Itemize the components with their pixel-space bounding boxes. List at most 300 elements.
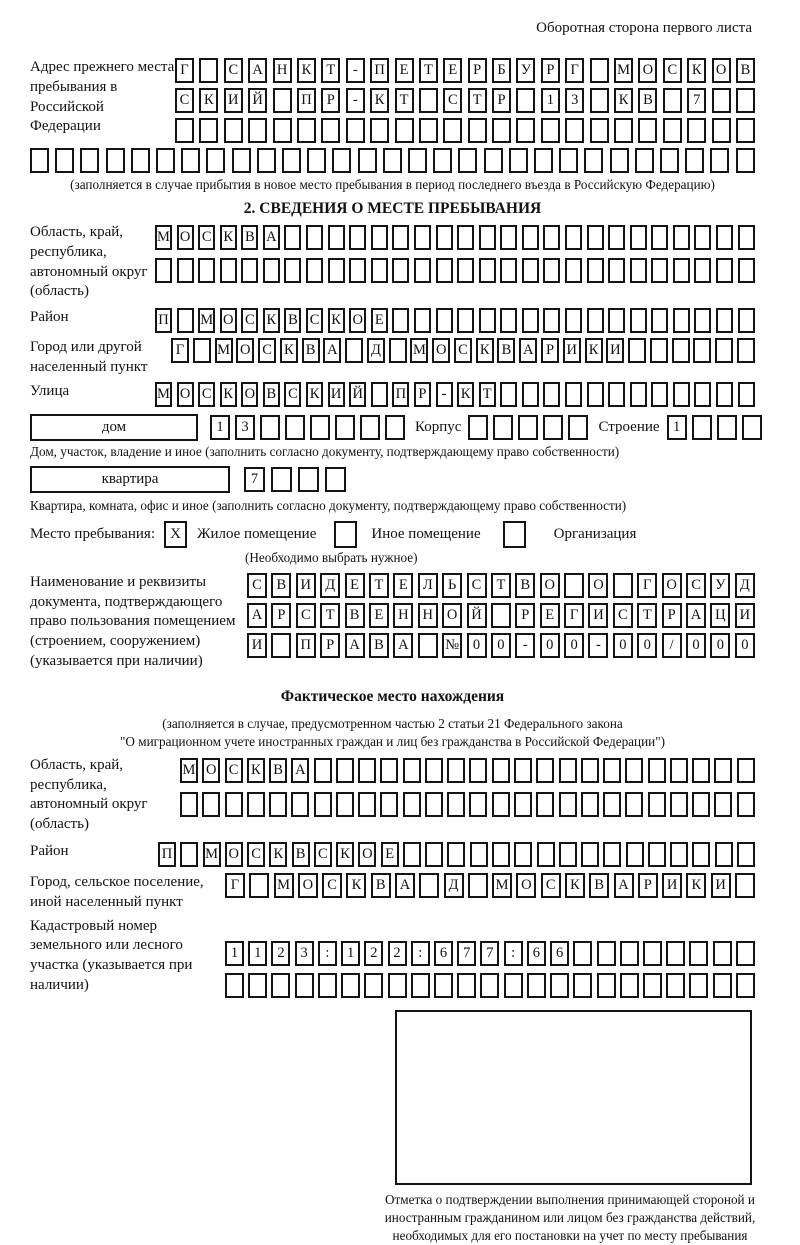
char-box[interactable]: № [442,633,462,658]
char-box[interactable] [419,118,438,143]
char-box[interactable] [559,148,578,173]
char-box[interactable]: С [454,338,472,363]
char-box[interactable] [336,758,354,783]
char-box[interactable]: Р [468,58,487,83]
char-box[interactable] [608,258,625,283]
char-box[interactable] [263,258,280,283]
char-box[interactable] [383,148,402,173]
char-box[interactable] [738,308,755,333]
char-box[interactable] [522,258,539,283]
char-box[interactable] [500,382,517,407]
char-box[interactable]: М [492,873,512,898]
char-box[interactable]: К [585,338,603,363]
char-box[interactable] [736,88,755,113]
char-box[interactable] [436,225,453,250]
char-box[interactable] [328,225,345,250]
char-box[interactable] [692,842,710,867]
char-box[interactable] [630,258,647,283]
stay-checkbox-inoe[interactable] [334,521,357,548]
char-box[interactable] [564,573,584,598]
char-box[interactable] [249,873,269,898]
char-box[interactable] [418,633,438,658]
char-box[interactable]: К [346,873,366,898]
char-box[interactable] [537,842,555,867]
char-box[interactable]: 0 [564,633,584,658]
char-box[interactable] [550,973,569,998]
char-box[interactable]: В [271,573,291,598]
char-box[interactable] [568,415,588,440]
char-box[interactable] [500,308,517,333]
char-box[interactable]: К [370,88,389,113]
char-box[interactable]: Т [419,58,438,83]
char-box[interactable] [336,792,354,817]
char-box[interactable] [643,941,662,966]
char-box[interactable] [392,308,409,333]
char-box[interactable] [224,118,243,143]
char-box[interactable]: Р [662,603,682,628]
char-box[interactable]: С [198,382,215,407]
char-box[interactable] [492,792,510,817]
char-box[interactable]: И [224,88,243,113]
char-box[interactable] [447,842,465,867]
char-box[interactable] [742,415,762,440]
char-box[interactable] [335,415,355,440]
char-box[interactable] [716,225,733,250]
char-box[interactable]: С [258,338,276,363]
char-box[interactable]: С [225,758,243,783]
char-box[interactable] [689,973,708,998]
char-box[interactable] [321,118,340,143]
char-box[interactable] [736,118,755,143]
char-box[interactable] [692,415,712,440]
char-box[interactable] [670,758,688,783]
char-box[interactable] [457,258,474,283]
char-box[interactable]: К [614,88,633,113]
char-box[interactable] [370,118,389,143]
stay-checkbox-org[interactable] [503,521,526,548]
char-box[interactable] [717,415,737,440]
char-box[interactable] [419,873,439,898]
char-box[interactable] [565,225,582,250]
char-box[interactable]: А [393,633,413,658]
char-box[interactable]: Н [418,603,438,628]
char-box[interactable] [716,258,733,283]
char-box[interactable] [414,308,431,333]
char-box[interactable]: Й [467,603,487,628]
char-box[interactable]: М [155,382,172,407]
char-box[interactable]: К [686,873,706,898]
char-box[interactable] [180,842,198,867]
char-box[interactable] [385,415,405,440]
char-box[interactable] [297,118,316,143]
char-box[interactable] [468,118,487,143]
char-box[interactable] [500,225,517,250]
char-box[interactable]: К [247,758,265,783]
char-box[interactable]: 0 [540,633,560,658]
char-box[interactable] [285,415,305,440]
char-box[interactable]: О [225,842,243,867]
char-box[interactable]: Т [395,88,414,113]
char-box[interactable]: И [711,873,731,898]
house-type-box[interactable]: дом [30,414,198,441]
char-box[interactable] [522,308,539,333]
char-box[interactable] [155,258,172,283]
char-box[interactable] [389,338,407,363]
char-box[interactable]: - [346,88,365,113]
char-box[interactable]: К [297,58,316,83]
char-box[interactable]: К [336,842,354,867]
char-box[interactable]: С [663,58,682,83]
char-box[interactable]: А [291,758,309,783]
char-box[interactable]: А [686,603,706,628]
char-box[interactable] [479,258,496,283]
char-box[interactable]: О [540,573,560,598]
char-box[interactable]: С [686,573,706,598]
char-box[interactable]: П [155,308,172,333]
stay-checkbox-zhiloe[interactable]: X [164,521,187,548]
char-box[interactable]: В [263,382,280,407]
char-box[interactable] [419,88,438,113]
char-box[interactable]: У [710,573,730,598]
char-box[interactable]: О [358,842,376,867]
char-box[interactable] [181,148,200,173]
char-box[interactable]: Ц [710,603,730,628]
char-box[interactable] [436,308,453,333]
char-box[interactable] [687,118,706,143]
char-box[interactable] [694,382,711,407]
char-box[interactable] [587,382,604,407]
char-box[interactable] [414,225,431,250]
char-box[interactable]: О [349,308,366,333]
char-box[interactable]: С [296,603,316,628]
char-box[interactable]: : [504,941,523,966]
char-box[interactable]: К [687,58,706,83]
char-box[interactable]: А [263,225,280,250]
char-box[interactable] [414,258,431,283]
char-box[interactable]: 1 [210,415,230,440]
char-box[interactable] [666,973,685,998]
char-box[interactable] [458,148,477,173]
char-box[interactable] [692,792,710,817]
char-box[interactable] [225,792,243,817]
char-box[interactable]: Г [171,338,189,363]
char-box[interactable]: С [613,603,633,628]
char-box[interactable]: Н [393,603,413,628]
char-box[interactable] [199,58,218,83]
char-box[interactable] [710,148,729,173]
char-box[interactable] [380,792,398,817]
char-box[interactable] [306,258,323,283]
char-box[interactable] [736,148,755,173]
char-box[interactable]: 0 [613,633,633,658]
char-box[interactable]: О [712,58,731,83]
char-box[interactable]: Т [637,603,657,628]
char-box[interactable] [536,758,554,783]
char-box[interactable] [735,873,755,898]
char-box[interactable] [425,842,443,867]
char-box[interactable]: И [328,382,345,407]
char-box[interactable] [175,118,194,143]
char-box[interactable] [325,467,346,492]
char-box[interactable]: И [296,573,316,598]
char-box[interactable] [271,633,291,658]
char-box[interactable] [248,118,267,143]
char-box[interactable]: - [515,633,535,658]
char-box[interactable]: Е [393,573,413,598]
char-box[interactable] [269,792,287,817]
char-box[interactable] [346,118,365,143]
char-box[interactable]: Р [414,382,431,407]
char-box[interactable] [55,148,74,173]
char-box[interactable]: В [589,873,609,898]
char-box[interactable] [648,758,666,783]
char-box[interactable]: 7 [687,88,706,113]
char-box[interactable] [737,792,755,817]
char-box[interactable] [613,573,633,598]
char-box[interactable] [522,225,539,250]
char-box[interactable]: Ь [442,573,462,598]
char-box[interactable] [559,792,577,817]
char-box[interactable]: С [247,573,267,598]
char-box[interactable]: В [302,338,320,363]
char-box[interactable] [630,225,647,250]
char-box[interactable] [694,225,711,250]
char-box[interactable] [620,941,639,966]
char-box[interactable]: 6 [434,941,453,966]
char-box[interactable] [360,415,380,440]
char-box[interactable] [648,792,666,817]
char-box[interactable] [666,941,685,966]
char-box[interactable] [543,308,560,333]
char-box[interactable] [587,308,604,333]
char-box[interactable] [626,842,644,867]
char-box[interactable]: О [298,873,318,898]
char-box[interactable] [298,467,319,492]
char-box[interactable] [516,88,535,113]
char-box[interactable]: А [395,873,415,898]
char-box[interactable]: В [515,573,535,598]
char-box[interactable] [597,941,616,966]
char-box[interactable] [663,118,682,143]
char-box[interactable] [651,382,668,407]
char-box[interactable]: Г [637,573,657,598]
char-box[interactable]: К [565,873,585,898]
char-box[interactable] [603,792,621,817]
char-box[interactable]: В [269,758,287,783]
char-box[interactable]: Р [271,603,291,628]
char-box[interactable] [371,382,388,407]
char-box[interactable]: А [323,338,341,363]
char-box[interactable] [491,603,511,628]
char-box[interactable]: И [606,338,624,363]
char-box[interactable]: У [516,58,535,83]
char-box[interactable] [470,842,488,867]
char-box[interactable]: Т [491,573,511,598]
char-box[interactable] [584,148,603,173]
char-box[interactable] [514,842,532,867]
char-box[interactable] [603,842,621,867]
char-box[interactable]: 2 [388,941,407,966]
char-box[interactable] [614,118,633,143]
char-box[interactable] [565,258,582,283]
char-box[interactable] [484,148,503,173]
char-box[interactable]: 2 [271,941,290,966]
char-box[interactable]: И [247,633,267,658]
char-box[interactable]: В [736,58,755,83]
char-box[interactable]: Б [492,58,511,83]
char-box[interactable] [565,118,584,143]
char-box[interactable] [559,758,577,783]
char-box[interactable] [543,225,560,250]
char-box[interactable] [648,842,666,867]
char-box[interactable] [30,148,49,173]
char-box[interactable]: О [662,573,682,598]
char-box[interactable] [492,842,510,867]
char-box[interactable] [597,973,616,998]
char-box[interactable] [307,148,326,173]
char-box[interactable] [685,148,704,173]
char-box[interactable] [318,973,337,998]
char-box[interactable] [543,258,560,283]
char-box[interactable] [581,758,599,783]
char-box[interactable]: И [662,873,682,898]
char-box[interactable]: Е [443,58,462,83]
char-box[interactable]: С [247,842,265,867]
char-box[interactable] [692,758,710,783]
char-box[interactable] [610,148,629,173]
char-box[interactable]: К [306,382,323,407]
char-box[interactable]: М [614,58,633,83]
char-box[interactable]: 1 [667,415,687,440]
char-box[interactable] [247,792,265,817]
char-box[interactable]: О [432,338,450,363]
char-box[interactable]: Л [418,573,438,598]
char-box[interactable]: О [442,603,462,628]
char-box[interactable] [713,973,732,998]
char-box[interactable]: О [177,382,194,407]
char-box[interactable] [587,225,604,250]
char-box[interactable] [177,258,194,283]
char-box[interactable] [715,338,733,363]
char-box[interactable]: С [541,873,561,898]
char-box[interactable]: 1 [225,941,244,966]
char-box[interactable]: - [588,633,608,658]
char-box[interactable] [364,973,383,998]
char-box[interactable] [716,308,733,333]
char-box[interactable] [673,382,690,407]
char-box[interactable] [306,225,323,250]
char-box[interactable] [457,225,474,250]
char-box[interactable] [581,792,599,817]
char-box[interactable]: К [328,308,345,333]
char-box[interactable]: А [248,58,267,83]
char-box[interactable] [673,258,690,283]
char-box[interactable] [559,842,577,867]
char-box[interactable]: Е [371,308,388,333]
char-box[interactable]: О [516,873,536,898]
char-box[interactable] [603,758,621,783]
char-box[interactable] [443,118,462,143]
char-box[interactable]: Р [515,603,535,628]
char-box[interactable] [106,148,125,173]
char-box[interactable] [565,382,582,407]
char-box[interactable]: О [241,382,258,407]
char-box[interactable] [716,382,733,407]
char-box[interactable]: К [476,338,494,363]
char-box[interactable]: Д [444,873,464,898]
char-box[interactable] [479,308,496,333]
char-box[interactable]: С [467,573,487,598]
char-box[interactable] [392,258,409,283]
char-box[interactable] [500,258,517,283]
char-box[interactable] [565,308,582,333]
char-box[interactable] [643,973,662,998]
char-box[interactable] [314,758,332,783]
char-box[interactable]: С [224,58,243,83]
char-box[interactable]: 1 [248,941,267,966]
char-box[interactable] [694,308,711,333]
char-box[interactable] [573,941,592,966]
char-box[interactable] [284,225,301,250]
char-box[interactable] [284,258,301,283]
char-box[interactable]: Е [395,58,414,83]
char-box[interactable] [469,792,487,817]
char-box[interactable] [202,792,220,817]
char-box[interactable] [282,148,301,173]
char-box[interactable] [712,118,731,143]
char-box[interactable] [248,973,267,998]
char-box[interactable]: О [588,573,608,598]
char-box[interactable] [660,148,679,173]
char-box[interactable] [628,338,646,363]
char-box[interactable]: С [241,308,258,333]
char-box[interactable] [392,225,409,250]
char-box[interactable]: Е [540,603,560,628]
char-box[interactable]: 1 [541,88,560,113]
char-box[interactable]: Г [564,603,584,628]
char-box[interactable]: В [292,842,310,867]
char-box[interactable] [670,842,688,867]
char-box[interactable]: 7 [457,941,476,966]
char-box[interactable] [358,758,376,783]
char-box[interactable]: И [735,603,755,628]
char-box[interactable]: / [662,633,682,658]
char-box[interactable] [425,758,443,783]
char-box[interactable] [534,148,553,173]
char-box[interactable] [180,792,198,817]
char-box[interactable] [403,758,421,783]
char-box[interactable]: П [370,58,389,83]
char-box[interactable] [241,258,258,283]
char-box[interactable]: Р [492,88,511,113]
char-box[interactable] [651,225,668,250]
char-box[interactable]: К [199,88,218,113]
char-box[interactable]: Г [565,58,584,83]
char-box[interactable]: Д [735,573,755,598]
char-box[interactable]: Е [381,842,399,867]
char-box[interactable] [673,225,690,250]
char-box[interactable]: К [457,382,474,407]
char-box[interactable] [504,973,523,998]
char-box[interactable] [737,842,755,867]
char-box[interactable]: 0 [710,633,730,658]
char-box[interactable] [225,973,244,998]
char-box[interactable] [608,308,625,333]
char-box[interactable]: С [322,873,342,898]
char-box[interactable] [651,308,668,333]
char-box[interactable] [349,258,366,283]
char-box[interactable] [232,148,251,173]
